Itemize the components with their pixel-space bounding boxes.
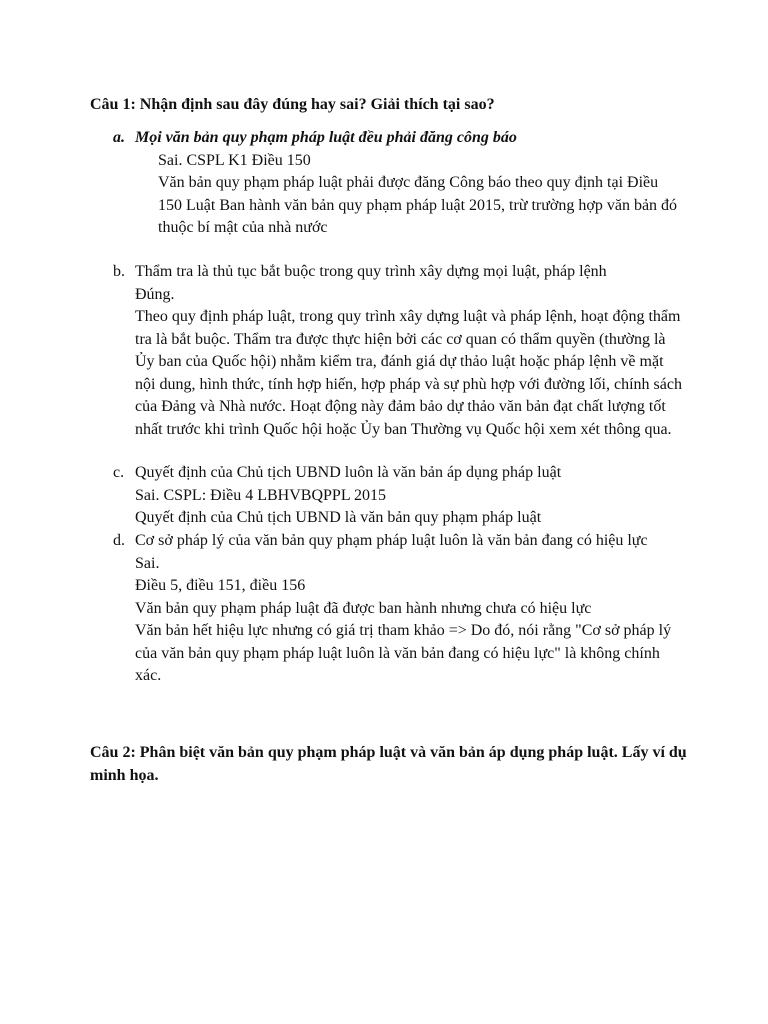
answer-a-verdict: Sai. CSPL K1 Điều 150	[158, 151, 311, 169]
statement-c: Quyết định của Chủ tịch UBND luôn là văn bản áp dụng pháp luật	[135, 464, 562, 481]
list-item-a	[0, 127, 768, 240]
statement-a: Mọi văn bản quy phạm pháp luật đều phải đăng công báo	[135, 129, 517, 146]
statement-b: Thẩm tra là thủ tục bắt buộc trong quy trình xây dựng mọi luật, pháp lệnh	[135, 263, 607, 280]
answer-c-explanation: Quyết định của Chủ tịch UBND là văn bản quy phạm pháp luật	[135, 509, 542, 526]
statement-d: Cơ sở pháp lý của văn bản quy phạm pháp luật luôn là văn bản đang có hiệu lực	[135, 532, 648, 549]
list-item-b	[0, 261, 768, 441]
list-item-c-body	[135, 462, 683, 530]
answer-d-legal-basis: Điều 5, điều 151, điều 156	[135, 577, 306, 594]
list-marker-a: a.	[113, 129, 125, 146]
list-item-b-body	[135, 261, 683, 441]
answer-a	[158, 150, 683, 240]
list-item-d	[0, 530, 768, 688]
answer-a-explanation: Văn bản quy phạm pháp luật phải được đăng Công báo theo quy định tại Điều 150 Luật Ban hành văn bản quy phạm pháp luật 2015, trừ trường hợp văn bản đó thuộc bí mật của nhà nước	[158, 174, 678, 236]
list-item-c	[0, 462, 768, 530]
question-1-heading: Câu 1: Nhận định sau đây đúng hay sai? Giải thích tại sao?	[90, 96, 495, 113]
answer-c-verdict: Sai. CSPL: Điều 4 LBHVBQPPL 2015	[135, 486, 386, 504]
list-marker-b: b.	[113, 263, 125, 280]
question-2-heading: Câu 2: Phân biệt văn bản quy phạm pháp luật và văn bản áp dụng pháp luật. Lấy ví dụ minh họa.	[90, 744, 687, 784]
list-marker-d: d.	[113, 532, 125, 549]
answer-b-explanation: Theo quy định pháp luật, trong quy trình xây dựng luật và pháp lệnh, hoạt động thẩm tra là bắt buộc. Thẩm tra được thực hiện bởi các cơ quan có thẩm quyền (thường là Ủy ban của Quốc hội) nhằm kiểm tra, đánh giá dự thảo luật hoặc pháp lệnh về mặt nội dung, hình thức, tính hợp hiến, hợp pháp và sự phù hợp với đường lối, chính sách của Đảng và Nhà nước. Hoạt động này đảm bảo dự thảo văn bản đạt chất lượng tốt nhất trước khi trình Quốc hội hoặc Ủy ban Thường vụ Quốc hội xem xét thông qua.	[135, 308, 682, 438]
answer-d-point-2: Văn bản hết hiệu lực nhưng có giá trị tham khảo => Do đó, nói rằng "Cơ sở pháp lý của văn bản quy phạm pháp luật luôn là văn bản đang có hiệu lực" là không chính xác.	[135, 622, 672, 684]
answer-d-verdict: Sai.	[135, 554, 160, 572]
list-marker-c: c.	[113, 464, 125, 481]
list-item-a-body	[135, 127, 683, 240]
answer-b-verdict: Đúng.	[135, 285, 175, 303]
answer-d-point-1: Văn bản quy phạm pháp luật đã được ban hành nhưng chưa có hiệu lực	[135, 599, 592, 617]
list-item-d-body	[135, 530, 683, 688]
